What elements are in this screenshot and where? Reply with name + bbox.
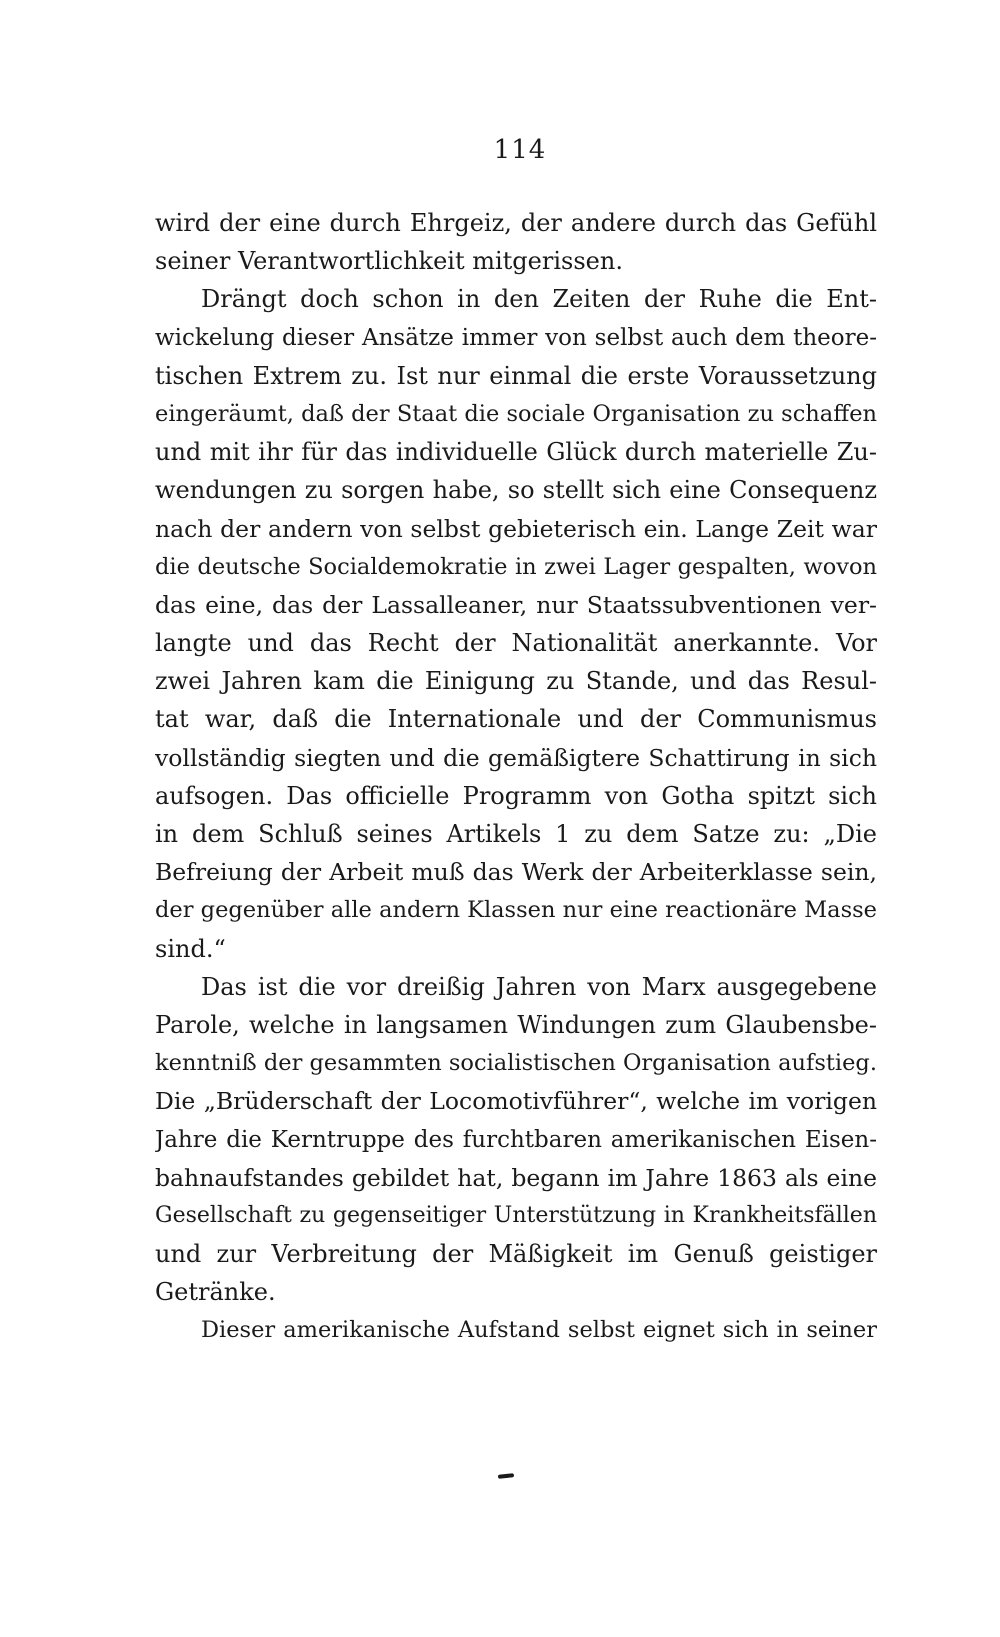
decorative-dash [498,1473,514,1479]
text-line: und zur Verbreitung der Mäßigkeit im Genuß geistiger [155,1240,877,1269]
text-line: bahnaufstandes gebildet hat, begann im Jahre 1863 als eine [155,1163,877,1192]
text-line: kenntniß der gesammten socialistischen Organisation aufstieg. [155,1050,877,1077]
text-line: wendungen zu sorgen habe, so stellt sich eine Consequenz [155,476,877,505]
body-text [155,204,877,1350]
text-line: Befreiung der Arbeit muß das Werk der Arbeiterklasse sein, [155,858,877,887]
text-line: aufsogen. Das officielle Programm von Gotha spitzt sich [155,781,877,810]
text-line: Gesellschaft zu gegenseitiger Unterstützung in Krankheitsfällen [155,1202,877,1228]
text-line: vollständig siegten und die gemäßigtere Schattirung in sich [155,743,877,772]
text-line: seiner Verantwortlichkeit mitgerissen. [155,247,623,276]
text-line: Jahre die Kerntruppe des furchtbaren amerikanischen Eisen- [155,1126,877,1153]
text-line: tischen Extrem zu. Ist nur einmal die erste Voraussetzung [155,361,877,390]
text-line: wird der eine durch Ehrgeiz, der andere durch das Gefühl [155,209,877,237]
text-line: die deutsche Socialdemokratie in zwei Lager gespalten, wovon [155,553,877,580]
text-line: sind.“ [155,934,226,963]
text-line: eingeräumt, daß der Staat die sociale Organisation zu schaffen [155,400,877,427]
text-line: tat war, daß die Internationale und der Communismus [155,705,877,734]
page-number: 114 [493,135,547,165]
text-line: zwei Jahren kam die Einigung zu Stande, und das Resul- [155,667,877,696]
text-line: Parole, welche in langsamen Windungen zum Glaubensbe- [155,1010,877,1039]
text-line: Dieser amerikanische Aufstand selbst eignet sich in seiner [201,1317,877,1344]
text-line: nach der andern von selbst gebieterisch ein. Lange Zeit war [155,514,877,543]
text-line: Das ist die vor dreißig Jahren von Marx ausgegebene [201,972,877,1001]
text-line: und mit ihr für das individuelle Glück durch materielle Zu- [155,438,877,467]
text-line: Getränke. [155,1278,276,1307]
text-line: wickelung dieser Ansätze immer von selbst auch dem theore- [155,324,877,351]
text-line: langte und das Recht der Nationalität anerkannte. Vor [155,629,877,658]
text-line: Die „Brüderschaft der Locomotivführer“, welche im vorigen [155,1087,877,1116]
text-line: in dem Schluß seines Artikels 1 zu dem Satze zu: „Die [155,820,877,848]
text-line: Drängt doch schon in den Zeiten der Ruhe die Ent- [201,285,877,314]
text-line: der gegenüber alle andern Klassen nur eine reactionäre Masse [155,897,877,924]
text-line: das eine, das der Lassalleaner, nur Staatssubventionen ver- [155,590,877,619]
